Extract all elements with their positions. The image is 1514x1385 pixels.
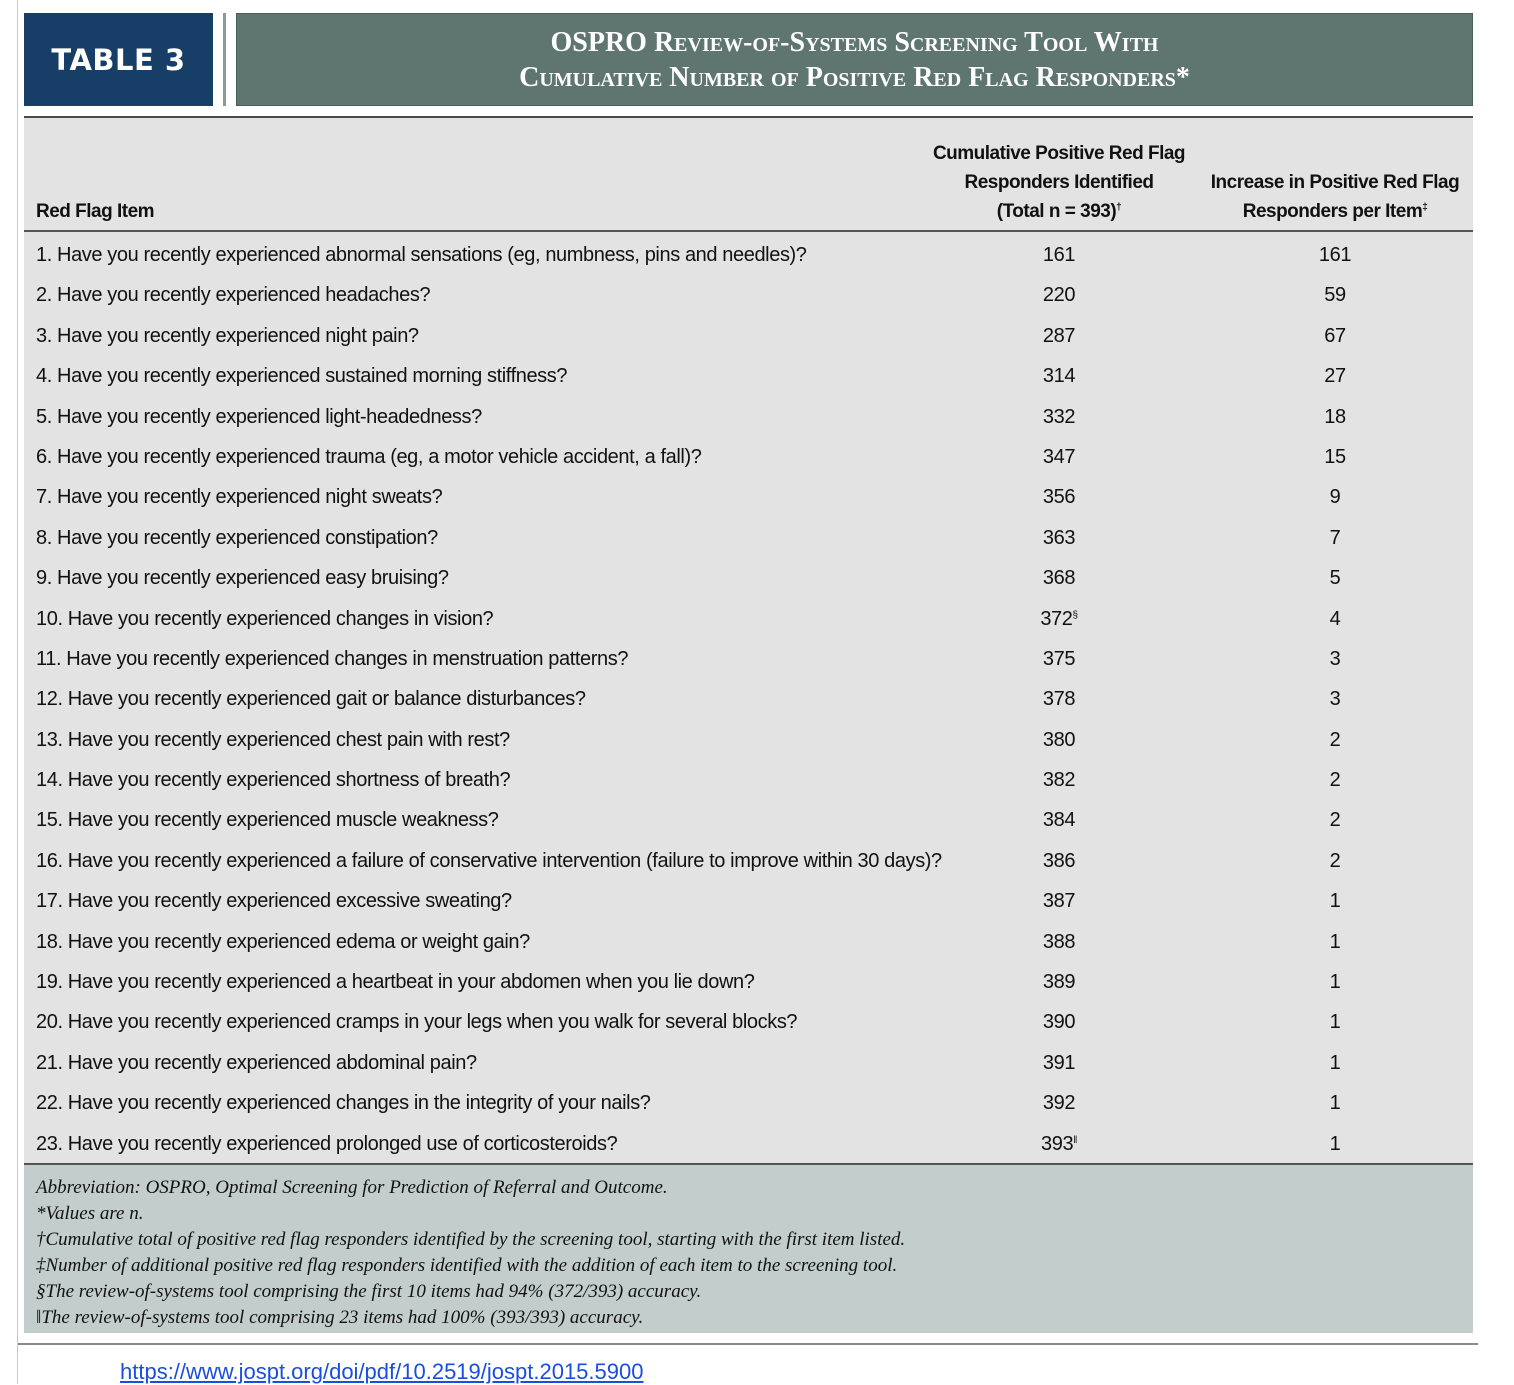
column-header-increase-line-1: Increase in Positive Red Flag (1210, 172, 1460, 193)
column-header-increase-line-2: Responders per Item‡ (1242, 201, 1428, 222)
page-left-rule (17, 0, 18, 1384)
footnote-line: Abbreviation: OSPRO, Optimal Screening for Prediction of Referral and Outcome. (36, 1177, 668, 1198)
increase-count: 2 (1329, 809, 1341, 832)
table-row (24, 1042, 1473, 1082)
red-flag-item-text: 13. Have you recently experienced chest pain with rest? (36, 728, 510, 751)
table-row (24, 315, 1473, 355)
table-row (24, 1123, 1473, 1163)
source-link[interactable]: https://www.jospt.org/doi/pdf/10.2519/jospt.2015.5900 (120, 1359, 644, 1384)
table-footnotes (24, 1163, 1473, 1333)
cumulative-count: 372§ (1040, 607, 1078, 630)
footnote-line: §The review-of-systems tool comprising the first 10 items had 94% (372/393) accuracy. (36, 1281, 702, 1302)
red-flag-item-text: 10. Have you recently experienced changes in vision? (36, 607, 494, 630)
cumulative-count: 347 (1042, 445, 1076, 468)
increase-count: 1 (1329, 1092, 1341, 1115)
increase-count: 7 (1329, 526, 1341, 549)
increase-count: 15 (1324, 445, 1346, 468)
red-flag-item-text: 19. Have you recently experienced a heartbeat in your abdomen when you lie down? (36, 971, 755, 994)
header-separator (223, 13, 226, 106)
red-flag-item-text: 9. Have you recently experienced easy bruising? (36, 567, 449, 590)
table-row (24, 1001, 1473, 1041)
red-flag-item-text: 4. Have you recently experienced sustained morning stiffness? (36, 365, 568, 388)
cumulative-count: 378 (1042, 688, 1076, 711)
footnote-line: ‖The review-of-systems tool comprising 23 items had 100% (393/393) accuracy. (36, 1307, 644, 1328)
table-header (24, 13, 1473, 106)
increase-count: 1 (1329, 1011, 1341, 1034)
column-header-red-flag-item: Red Flag Item (36, 201, 155, 222)
red-flag-item-text: 23. Have you recently experienced prolonged use of corticosteroids? (36, 1132, 618, 1155)
increase-count: 3 (1329, 688, 1341, 711)
cumulative-count: 332 (1042, 405, 1076, 428)
increase-count: 59 (1324, 284, 1346, 307)
table-title-line-1: OSPRO Review-of-Systems Screening Tool With (550, 26, 1159, 58)
red-flag-item-text: 1. Have you recently experienced abnormal sensations (eg, numbness, pins and needles)? (36, 244, 807, 266)
increase-count: 3 (1329, 647, 1341, 670)
table-body (24, 234, 1473, 1163)
increase-count: 5 (1329, 567, 1341, 590)
table-column-headers (24, 118, 1473, 232)
footnote-line: †Cumulative total of positive red flag responders identified by the screening tool, starting with the first item listed. (36, 1229, 906, 1250)
table-row (24, 719, 1473, 759)
table-row (24, 961, 1473, 1001)
red-flag-table (24, 116, 1473, 1333)
increase-count: 1 (1329, 1132, 1341, 1155)
cumulative-count: 392 (1042, 1092, 1076, 1115)
cumulative-count: 363 (1042, 526, 1076, 549)
table-row (24, 921, 1473, 961)
table-row (24, 234, 1473, 274)
red-flag-item-text: 14. Have you recently experienced shortness of breath? (36, 769, 511, 792)
cumulative-count: 391 (1042, 1051, 1076, 1074)
cumulative-count: 382 (1042, 769, 1076, 792)
column-header-cumulative-line-2: Responders Identified (964, 172, 1154, 193)
table-row (24, 274, 1473, 314)
red-flag-item-text: 5. Have you recently experienced light-headedness? (36, 405, 482, 428)
table-row (24, 678, 1473, 718)
cumulative-count: 368 (1042, 567, 1076, 590)
column-header-cumulative (918, 139, 1200, 226)
increase-count: 18 (1324, 405, 1346, 428)
bottom-divider (18, 1343, 1478, 1345)
cumulative-count: 386 (1042, 849, 1076, 872)
cumulative-count: 287 (1042, 324, 1076, 347)
increase-count: 4 (1329, 607, 1341, 630)
red-flag-item-text: 8. Have you recently experienced constipation? (36, 526, 438, 549)
table-row (24, 840, 1473, 880)
table-row (24, 396, 1473, 436)
footnote-mark-double-dagger: ‡ (1422, 202, 1428, 213)
cumulative-count: 393‖ (1041, 1132, 1077, 1155)
increase-count: 27 (1324, 365, 1346, 388)
table-row (24, 436, 1473, 476)
red-flag-item-text: 17. Have you recently experienced excessive sweating? (36, 890, 512, 913)
table-row (24, 355, 1473, 395)
column-header-cumulative-line-3: (Total n = 393)† (996, 201, 1122, 222)
table-row (24, 598, 1473, 638)
cumulative-count: 356 (1042, 486, 1076, 509)
cumulative-count: 390 (1042, 1011, 1076, 1034)
table-row (24, 759, 1473, 799)
table-row (24, 880, 1473, 920)
table-row (24, 476, 1473, 516)
red-flag-item-text: 16. Have you recently experienced a failure of conservative intervention (failure to improve within 30 days)? (36, 849, 942, 872)
table-title (236, 13, 1473, 106)
cumulative-count: 387 (1042, 890, 1076, 913)
cumulative-count: 375 (1042, 647, 1076, 670)
cumulative-count: 220 (1042, 284, 1076, 307)
table-number-label: TABLE 3 (24, 13, 213, 106)
footnote-line: ‡Number of additional positive red flag responders identified with the addition of each item to the screening tool. (36, 1255, 898, 1276)
red-flag-item-text: 12. Have you recently experienced gait or balance disturbances? (36, 688, 586, 711)
red-flag-item-text: 11. Have you recently experienced changes in menstruation patterns? (36, 647, 629, 670)
footnote-mark: ‖ (1073, 1134, 1077, 1146)
table-row (24, 1082, 1473, 1122)
increase-count: 9 (1329, 486, 1341, 509)
red-flag-item-text: 2. Have you recently experienced headaches? (36, 284, 431, 307)
cumulative-count: 384 (1042, 809, 1076, 832)
increase-count: 2 (1329, 728, 1341, 751)
red-flag-item-text: 3. Have you recently experienced night pain? (36, 324, 419, 347)
increase-count: 2 (1329, 849, 1341, 872)
table-row (24, 638, 1473, 678)
increase-count: 161 (1318, 244, 1352, 266)
red-flag-item-text: 20. Have you recently experienced cramps in your legs when you walk for several blocks? (36, 1011, 798, 1034)
cumulative-count: 161 (1042, 244, 1076, 266)
footnote-mark-dagger: † (1116, 202, 1122, 213)
increase-count: 1 (1329, 890, 1341, 913)
column-header-cumulative-line-1: Cumulative Positive Red Flag (932, 143, 1186, 164)
cumulative-count: 388 (1042, 930, 1076, 953)
cumulative-count: 389 (1042, 971, 1076, 994)
red-flag-item-text: 6. Have you recently experienced trauma (eg, a motor vehicle accident, a fall)? (36, 445, 702, 468)
footnote-line: *Values are n. (36, 1203, 144, 1224)
red-flag-item-text: 22. Have you recently experienced changes in the integrity of your nails? (36, 1092, 651, 1115)
red-flag-item-text: 15. Have you recently experienced muscle weakness? (36, 809, 499, 832)
red-flag-item-text: 21. Have you recently experienced abdominal pain? (36, 1051, 477, 1074)
increase-count: 1 (1329, 1051, 1341, 1074)
footnote-mark: § (1072, 609, 1078, 621)
red-flag-item-text: 18. Have you recently experienced edema or weight gain? (36, 930, 530, 953)
increase-count: 67 (1324, 324, 1346, 347)
table-row (24, 557, 1473, 597)
table-row (24, 517, 1473, 557)
table-row (24, 799, 1473, 839)
red-flag-item-text: 7. Have you recently experienced night sweats? (36, 486, 443, 509)
increase-count: 1 (1329, 971, 1341, 994)
cumulative-count: 380 (1042, 728, 1076, 751)
increase-count: 2 (1329, 769, 1341, 792)
increase-count: 1 (1329, 930, 1341, 953)
column-header-increase (1200, 168, 1470, 226)
cumulative-count: 314 (1042, 365, 1076, 388)
table-title-line-2: Cumulative Number of Positive Red Flag Responders* (519, 61, 1190, 93)
